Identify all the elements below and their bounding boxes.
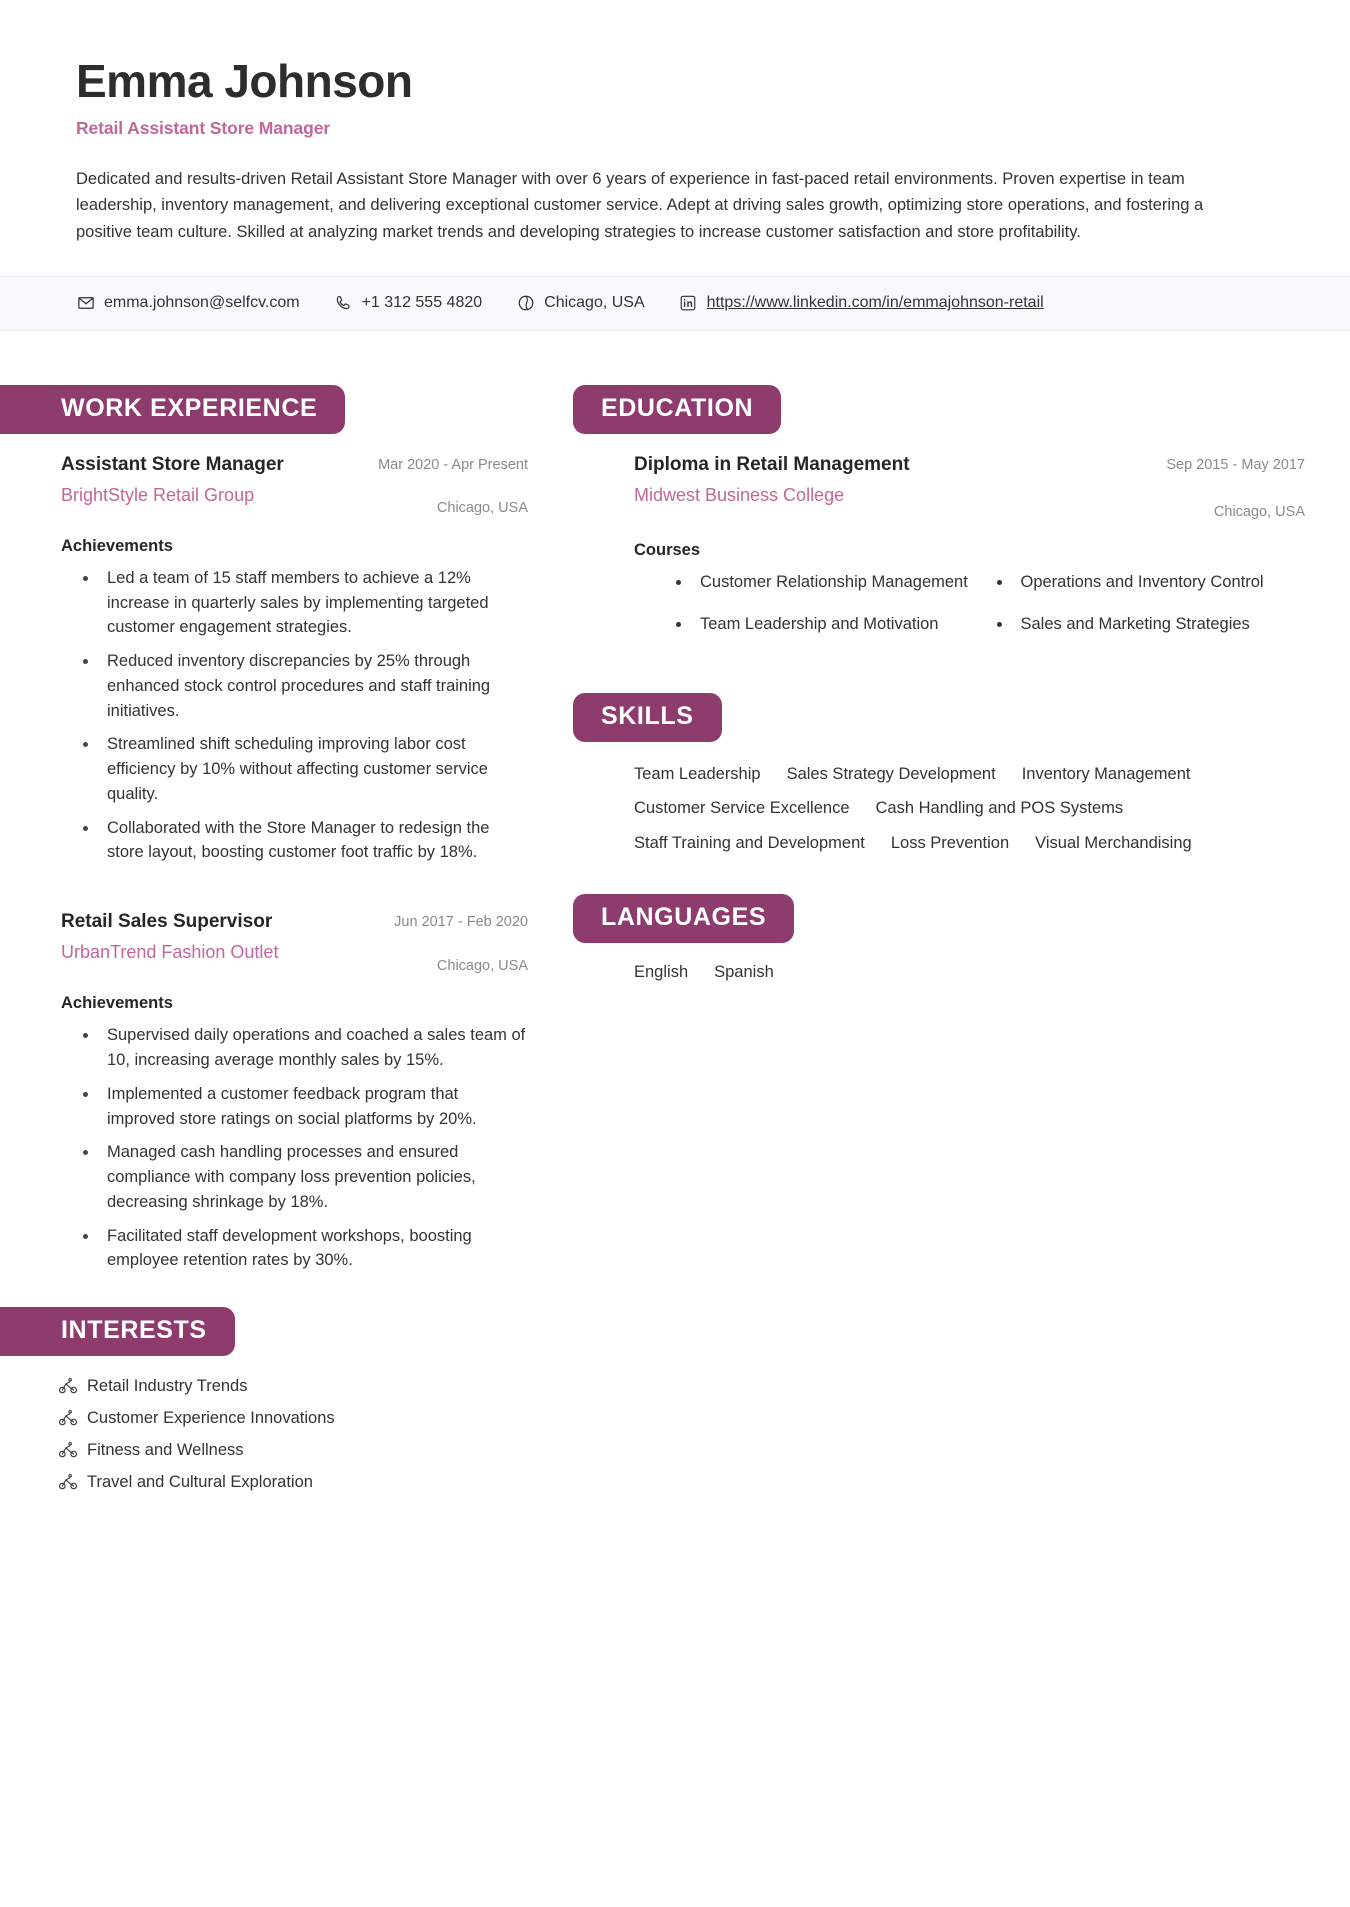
globe-icon — [516, 294, 535, 313]
list-item: • Led a team of 15 staff members to achieve a 12% increase in quarterly sales by implementing targeted customer engagement strategies. — [99, 566, 528, 640]
achievements-label: Achievements — [61, 994, 173, 1013]
list-item: • Streamlined shift scheduling improving labor cost efficiency by 10% without affecting customer service quality. — [99, 732, 528, 806]
section-interests-header — [0, 1307, 573, 1356]
contact-phone[interactable] — [334, 294, 483, 313]
page-title: Emma Johnson — [76, 55, 413, 107]
contact-linkedin[interactable] — [679, 294, 1044, 313]
list-item: • Implemented a customer feedback program that improved store ratings on social platforms by 20%. — [99, 1082, 528, 1132]
contact-location — [516, 294, 645, 313]
skill-item: Team Leadership — [634, 764, 761, 783]
contact-linkedin-link[interactable]: https://www.linkedin.com/in/emmajohnson-retail — [706, 294, 1044, 312]
list-item: • Facilitated staff development workshops, boosting employee retention rates by 30%. — [99, 1224, 528, 1274]
list-item: • Managed cash handling processes and ensured compliance with company loss prevention policies, decreasing shrinkage by 18%. — [99, 1140, 528, 1214]
work-entry-org: UrbanTrend Fashion Outlet — [61, 942, 279, 963]
left-column — [0, 331, 573, 1504]
bicycle-icon — [58, 1440, 78, 1460]
work-entry-achievements — [61, 566, 528, 865]
interest-label: Fitness and Wellness — [87, 1440, 244, 1459]
interest-label: Customer Experience Innovations — [87, 1408, 335, 1427]
section-work-experience-header — [0, 385, 573, 434]
language-item: Spanish — [714, 962, 774, 981]
list-item — [58, 1408, 528, 1428]
list-item — [58, 1376, 528, 1396]
envelope-icon — [76, 294, 95, 313]
linkedin-icon — [679, 294, 698, 313]
list-item: • Team Leadership and Motivation — [692, 612, 985, 636]
languages-title: LANGUAGES — [573, 894, 794, 943]
bicycle-icon — [58, 1408, 78, 1428]
bicycle-icon — [58, 1376, 78, 1396]
work-entry-location: Chicago, USA — [436, 957, 528, 974]
list-item: • Operations and Inventory Control — [1013, 570, 1306, 594]
education-entry-location: Chicago, USA — [1213, 504, 1305, 521]
work-entry-org: BrightStyle Retail Group — [61, 485, 255, 506]
achievements-label: Achievements — [61, 536, 173, 555]
work-entry — [0, 452, 573, 865]
resume-body — [0, 331, 1350, 1504]
languages-list — [573, 963, 1350, 982]
education-title: EDUCATION — [573, 385, 781, 434]
section-skills-header — [573, 693, 1350, 742]
contact-email[interactable] — [76, 294, 300, 313]
bicycle-icon — [58, 1472, 78, 1492]
education-entry-date: Sep 2015 - May 2017 — [1166, 456, 1305, 473]
work-entry-title: Retail Sales Supervisor — [61, 911, 273, 933]
list-item: • Customer Relationship Management — [692, 570, 985, 594]
courses-label: Courses — [634, 540, 701, 559]
list-item: • Supervised daily operations and coached a sales team of 10, increasing average monthly sales by 15%. — [99, 1023, 528, 1073]
courses-list — [634, 570, 1305, 655]
skill-item: Customer Service Excellence — [634, 799, 850, 818]
work-entry-achievements — [61, 1023, 528, 1273]
job-title: Retail Assistant Store Manager — [76, 117, 331, 138]
work-entry — [0, 909, 573, 1273]
phone-icon — [334, 294, 353, 313]
education-entry — [573, 452, 1350, 655]
skill-item: Visual Merchandising — [1035, 834, 1192, 853]
contact-bar — [0, 276, 1350, 331]
contact-email-text: emma.johnson@selfcv.com — [104, 294, 300, 312]
section-languages-header — [573, 894, 1350, 943]
work-entry-date: Jun 2017 - Feb 2020 — [394, 914, 528, 931]
right-column — [573, 331, 1350, 1504]
list-item: • Collaborated with the Store Manager to redesign the store layout, boosting customer foot traffic by 18%. — [99, 816, 528, 866]
list-item — [58, 1440, 528, 1460]
work-entry-date: Mar 2020 - Apr Present — [378, 456, 528, 473]
skill-item: Staff Training and Development — [634, 834, 865, 853]
interests-list — [0, 1376, 573, 1492]
interest-label: Retail Industry Trends — [87, 1376, 248, 1395]
list-item: • Reduced inventory discrepancies by 25% through enhanced stock control procedures and staff training initiatives. — [99, 649, 528, 723]
education-entry-org: Midwest Business College — [634, 485, 845, 506]
work-entry-location: Chicago, USA — [436, 500, 528, 517]
list-item: • Sales and Marketing Strategies — [1013, 612, 1306, 636]
section-education-header — [573, 385, 1350, 434]
education-entry-title: Diploma in Retail Management — [634, 453, 910, 475]
skills-list — [573, 762, 1350, 856]
profile-summary: Dedicated and results-driven Retail Assistant Store Manager with over 6 years of experience in fast-paced retail environments. Proven expertise in team leadership, inventory management, and delivering exceptional customer service. Adept at driving sales growth, optimizing store operations, and fostering a positive team culture. Skilled at analyzing market trends and developing strategies to increase customer satisfaction and store profitability. — [76, 169, 1204, 242]
interest-label: Travel and Cultural Exploration — [87, 1472, 313, 1491]
skill-item: Cash Handling and POS Systems — [875, 799, 1124, 818]
courses-column-one — [672, 570, 985, 655]
skill-item: Loss Prevention — [890, 834, 1010, 853]
language-item: English — [634, 962, 689, 981]
courses-column-two — [993, 570, 1306, 655]
section-interests — [0, 1307, 573, 1492]
skill-item: Sales Strategy Development — [786, 764, 996, 783]
work-experience-title: WORK EXPERIENCE — [0, 385, 345, 434]
list-item — [58, 1472, 528, 1492]
contact-phone-text: +1 312 555 4820 — [361, 294, 483, 312]
contact-location-text: Chicago, USA — [544, 294, 645, 312]
work-entry-title: Assistant Store Manager — [61, 453, 284, 475]
interests-title: INTERESTS — [0, 1307, 235, 1356]
skill-item: Inventory Management — [1021, 764, 1191, 783]
resume-header — [0, 0, 1350, 276]
skills-title: SKILLS — [573, 693, 722, 742]
